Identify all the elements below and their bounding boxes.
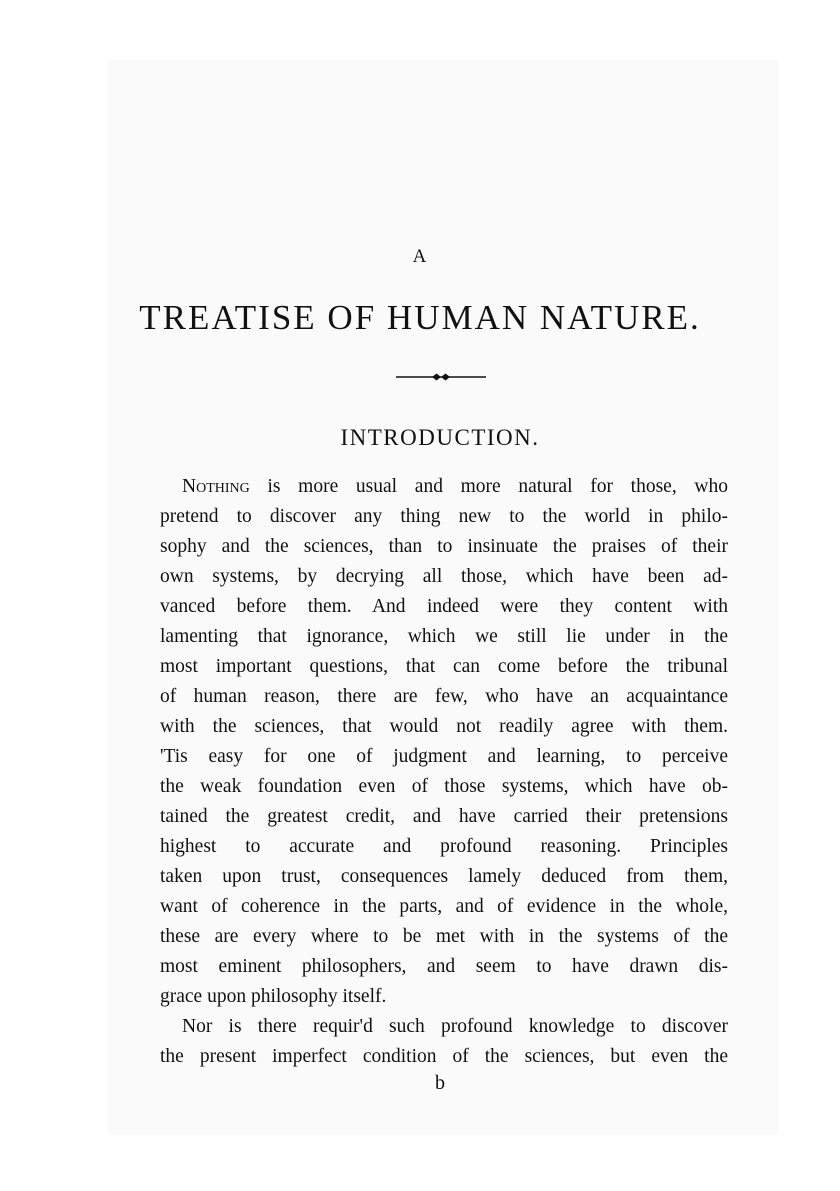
paragraph-2	[160, 1012, 728, 1072]
text-line: vanced before them. And indeed were they content with	[160, 596, 728, 617]
text-line: most eminent philosophers, and seem to have drawn dis-	[160, 956, 728, 977]
text-line: highest to accurate and profound reasoning. Principles	[160, 836, 728, 857]
text-line: of human reason, there are few, who have an acquaintance	[160, 686, 728, 707]
text-line: lamenting that ignorance, which we still lie under in the	[160, 626, 728, 647]
paragraph-1	[160, 472, 728, 1012]
lead-word: Nothing	[182, 476, 250, 497]
signature-mark: b	[435, 1072, 445, 1094]
text-line: grace upon philosophy itself.	[160, 986, 387, 1007]
text-line: these are every where to be met with in the systems of the	[160, 926, 728, 947]
text-line: pretend to discover any thing new to the world in philo-	[160, 506, 728, 527]
text-line: Nor is there requir'd such profound knowledge to discover	[182, 1016, 728, 1037]
text-line: the present imperfect condition of the sciences, but even the	[160, 1046, 728, 1067]
title-article: A	[412, 246, 428, 267]
text-line: the weak foundation even of those systems, which have ob-	[160, 776, 728, 797]
text-line: tained the greatest credit, and have carried their pretensions	[160, 806, 728, 827]
book-title: TREATISE OF HUMAN NATURE.	[139, 298, 701, 337]
text-line: most important questions, that can come before the tribunal	[160, 656, 728, 677]
text-line: sophy and the sciences, than to insinuate the praises of their	[160, 536, 728, 557]
text-line: 'Tis easy for one of judgment and learning, to perceive	[160, 746, 728, 767]
text-line: taken upon trust, consequences lamely deduced from them,	[160, 866, 728, 887]
text-line-rest: is more usual and more natural for those, who	[249, 476, 728, 497]
ornament-divider	[396, 370, 486, 384]
text-line: own systems, by decrying all those, which have been ad-	[160, 566, 728, 587]
section-heading: INTRODUCTION.	[340, 425, 540, 450]
text-line: with the sciences, that would not readily agree with them.	[160, 716, 728, 737]
text-line	[160, 472, 728, 502]
text-line: want of coherence in the parts, and of evidence in the whole,	[160, 896, 728, 917]
